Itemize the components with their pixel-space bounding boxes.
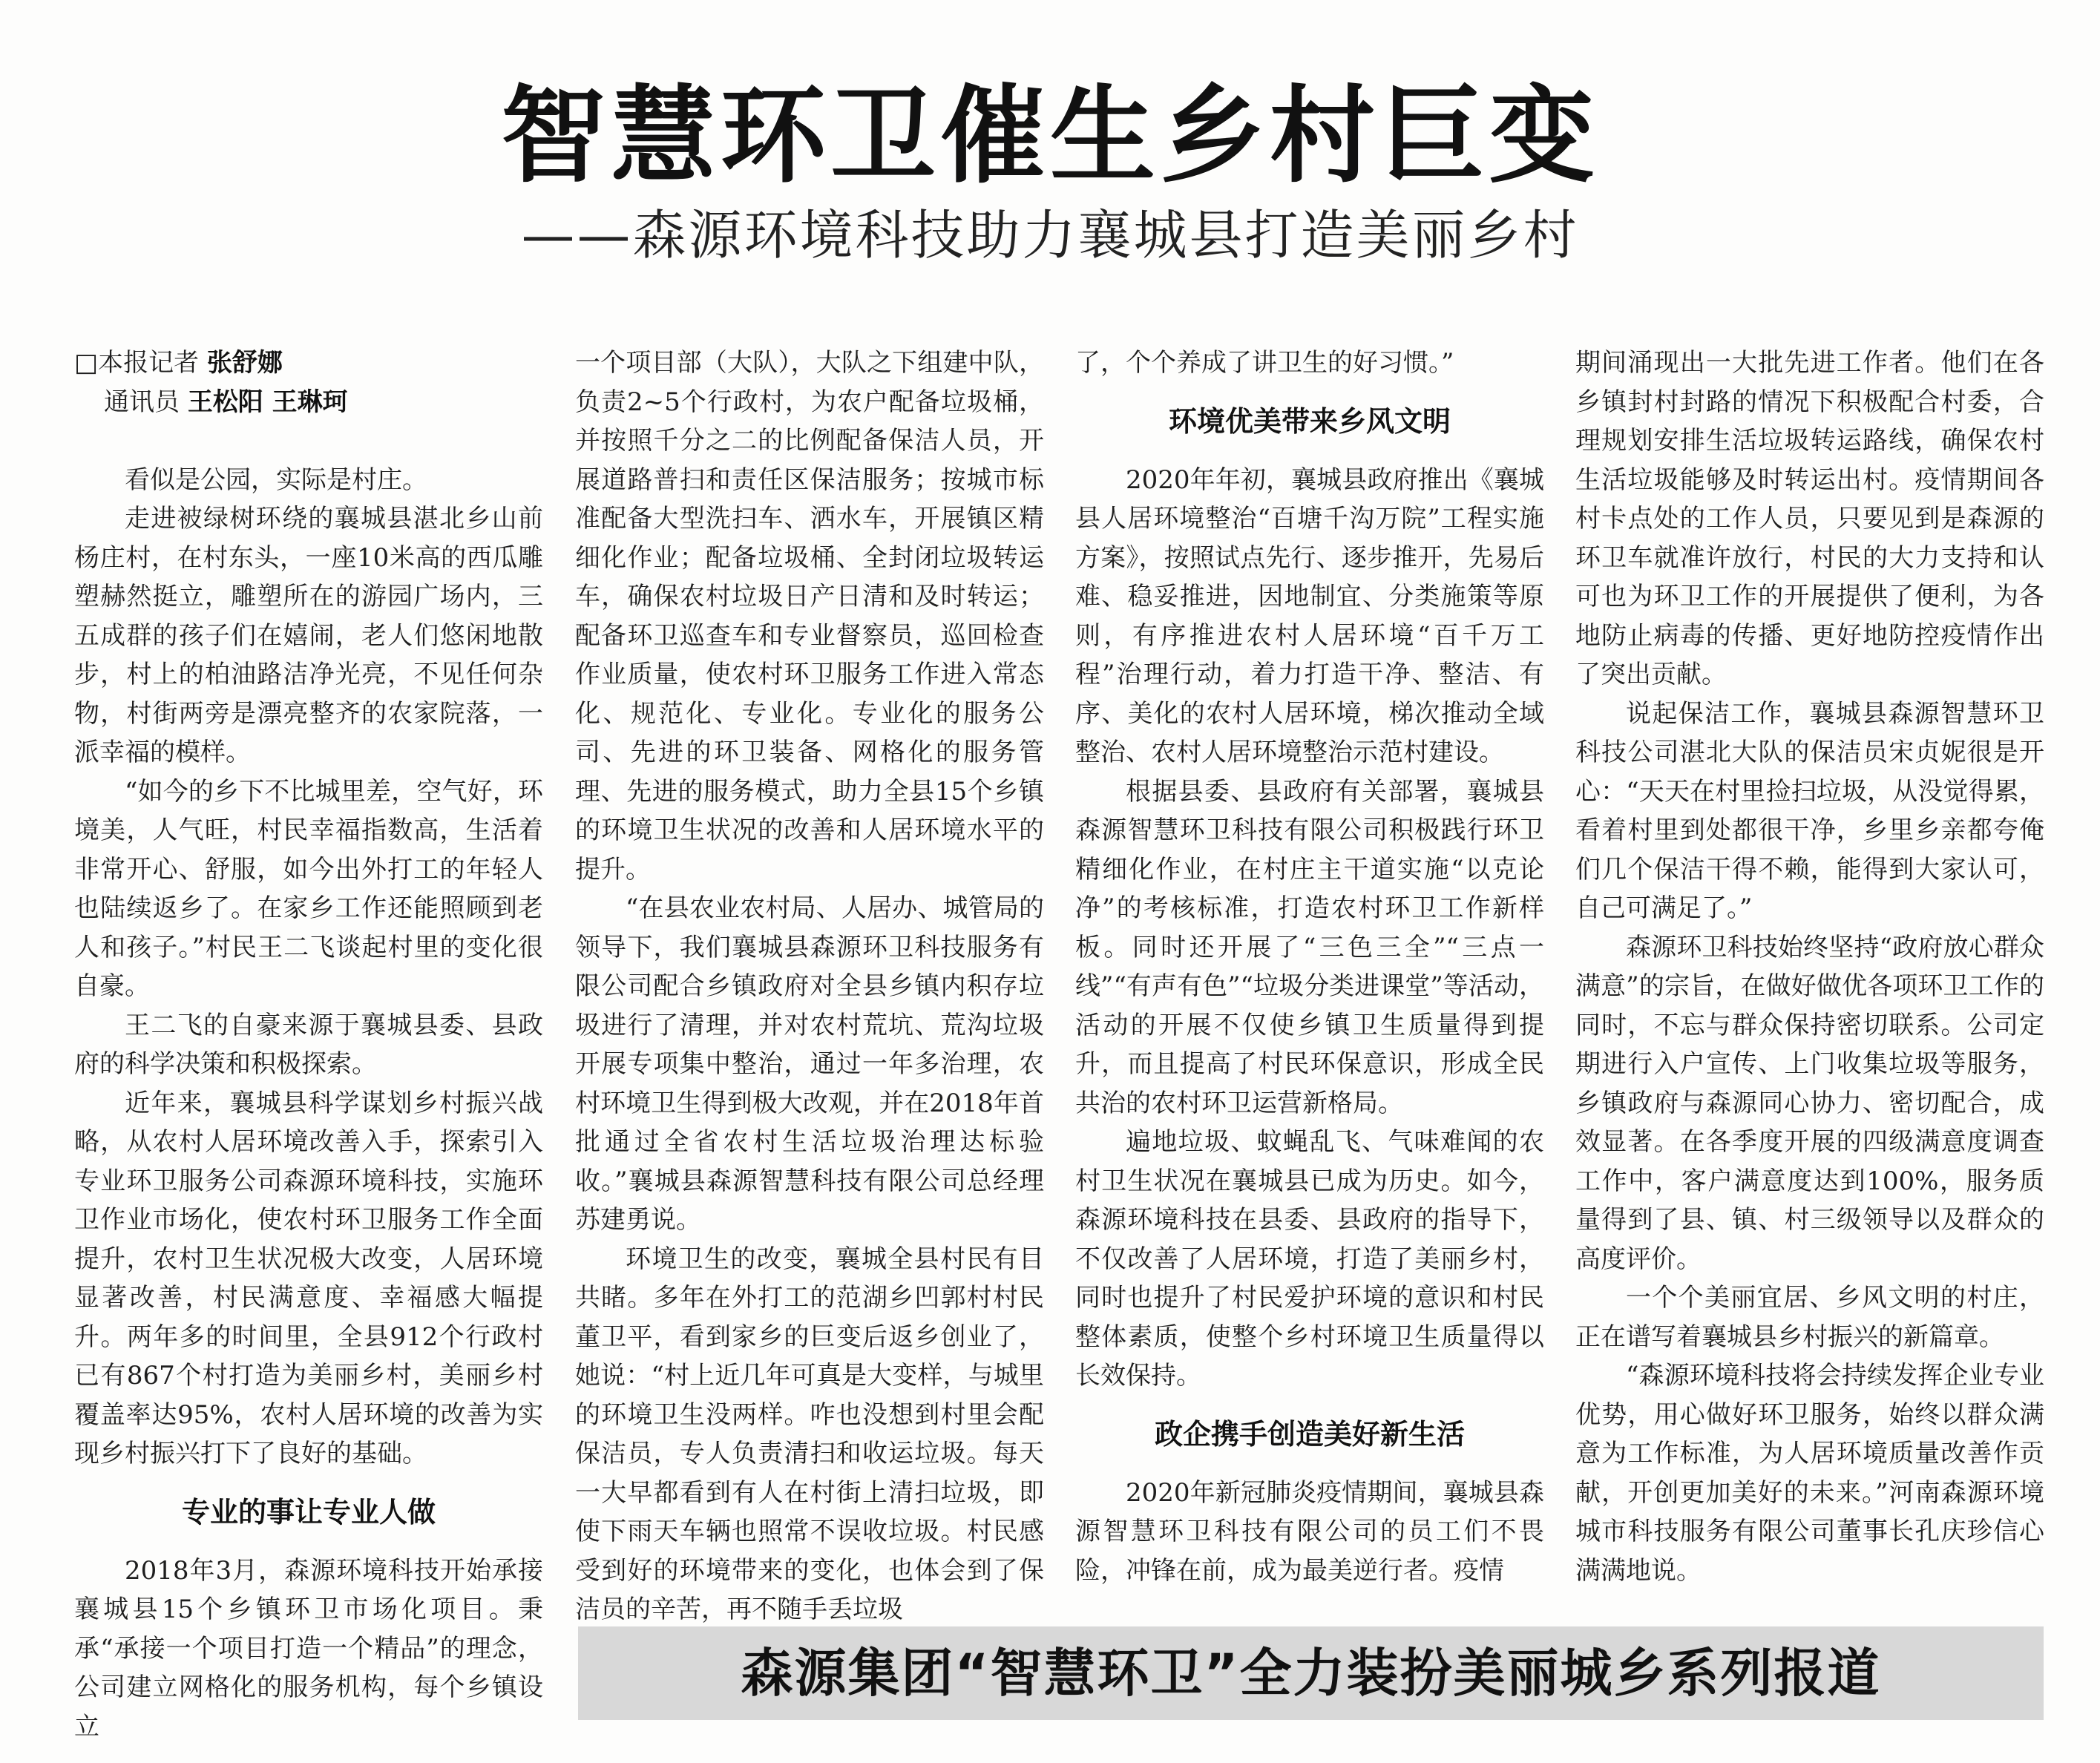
paragraph: 近年来，襄城县科学谋划乡村振兴战略，从农村人居环境改善入手，探索引入专业环卫服务公司森源环境科技，实施环卫作业市场化，使农村环卫服务工作全面提升，农村卫生状况极大改变，人居环境显著改善，村民满意度、幸福感大幅提升。两年多的时间里，全县912个行政村已有867个村打造为美丽乡村，美丽乡村覆盖率达95%，农村人居环境的改善为实现乡村振兴打下了良好的基础。	[74, 1088, 543, 1468]
paragraph: “森源环境科技将会持续发挥企业专业优势，用心做好环卫服务，始终以群众满意为工作标准，为人居环境质量改善作贡献，开创更加美好的未来。”河南森源环境城市科技服务有限公司董事长孔庆珍信心满满地说。	[1575, 1361, 2044, 1586]
series-banner-text: 森源集团“智慧环卫”全力装扮美丽城乡系列报道	[741, 1643, 1881, 1704]
correspondent-names: 王松阳 王琳珂	[187, 387, 348, 417]
reporter-line	[74, 344, 543, 383]
article-column-4	[1575, 344, 2044, 1590]
paragraph: 王二飞的自豪来源于襄城县委、县政府的科学决策和积极探索。	[74, 1010, 543, 1079]
paragraph-continued: 了，个个养成了讲卫生的好习惯。”	[1075, 348, 1454, 378]
paragraph-continued: 一个项目部（大队），大队之下组建中队，负责2~5个行政村，为农户配备垃圾桶，并按照千分之二的比例配备保洁人员，开展道路普扫和责任区保洁服务；按城市标准配备大型洗扫车、洒水车，开展镇区精细化作业；配备垃圾桶、全封闭垃圾转运车，确保农村垃圾日产日清和及时转运；配备环卫巡查车和专业督察员，巡回检查作业质量，使农村环卫服务工作进入常态化、规范化、专业化。专业化的服务公司、先进的环卫装备、网格化的服务管理、先进的服务模式，助力全县15个乡镇的环境卫生状况的改善和人居环境水平的提升。	[575, 348, 1044, 884]
article-column-2	[575, 344, 1044, 1629]
article-column-3	[1075, 344, 1544, 1590]
paragraph-continued: 期间涌现出一大批先进工作者。他们在各乡镇封村封路的情况下积极配合村委，合理规划安排生活垃圾转运路线，确保农村生活垃圾能够及时转运出村。疫情期间各村卡点处的工作人员，只要见到是森源的环卫车就准许放行，村民的大力支持和认可也为环卫工作的开展提供了便利，为各地防止病毒的传播、更好地防控疫情作出了突出贡献。	[1575, 348, 2044, 689]
paragraph: 森源环卫科技始终坚持“政府放心群众满意”的宗旨，在做好做优各项环卫工作的同时，不忘与群众保持密切联系。公司定期进行入户宣传、上门收集垃圾等服务，乡镇政府与森源同心协力、密切配合，成效显著。在各季度开展的四级满意度调查工作中，客户满意度达到100%，服务质量得到了县、镇、村三级领导以及群众的高度评价。	[1575, 932, 2044, 1274]
paragraph: 说起保洁工作，襄城县森源智慧环卫科技公司湛北大队的保洁员宋贞妮很是开心：“天天在村里捡扫垃圾，从没觉得累，看着村里到处都很干净，乡里乡亲都夸俺们几个保洁干得不赖，能得到大家认可，自己可满足了。”	[1575, 698, 2044, 923]
correspondent-label: 通讯员	[104, 387, 180, 417]
paragraph: 2020年新冠肺炎疫情期间，襄城县森源智慧环卫科技有限公司的员工们不畏险，冲锋在前，成为最美逆行者。疫情	[1075, 1477, 1544, 1586]
paragraph: “在县农业农村局、人居办、城管局的领导下，我们襄城县森源环卫科技服务有限公司配合乡镇政府对全县乡镇内积存垃圾进行了清理，并对农村荒坑、荒沟垃圾开展专项集中整治，通过一年多治理，农村环境卫生得到极大改观，并在2018年首批通过全省农村生活垃圾治理达标验收。”襄城县森源智慧科技有限公司总经理苏建勇说。	[575, 893, 1044, 1235]
paragraph: 看似是公园，实际是村庄。	[125, 464, 427, 495]
correspondent-line	[74, 383, 543, 422]
reporter-label: □本报记者	[74, 348, 200, 378]
article-column-1	[74, 344, 543, 1746]
paragraph: 环境卫生的改变，襄城全县村民有目共睹。多年在外打工的范湖乡凹郭村村民董卫平，看到家乡的巨变后返乡创业了，她说：“村上近几年可真是大变样，与城里的环境卫生没两样。咋也没想到村里会配保洁员，专人负责清扫和收运垃圾。每天一大早都看到有人在村街上清扫垃圾，即使下雨天车辆也照常不误收垃圾。村民感受到好的环境带来的变化，也体会到了保洁员的辛苦，再不随手丢垃圾	[575, 1244, 1044, 1624]
paragraph: “如今的乡下不比城里差，空气好，环境美，人气旺，村民幸福指数高，生活着非常开心、舒服，如今出外打工的年轻人也陆续返乡了。在家乡工作还能照顾到老人和孩子。”村民王二飞谈起村里的变化很自豪。	[74, 776, 543, 1001]
paragraph: 一个个美丽宜居、乡风文明的村庄，正在谱写着襄城县乡村振兴的新篇章。	[1575, 1283, 2044, 1352]
reporter-name: 张舒娜	[206, 348, 283, 378]
section-heading: 政企携手创造美好新生活	[1154, 1417, 1465, 1451]
series-banner	[578, 1626, 2044, 1720]
byline	[74, 344, 543, 461]
section-heading: 环境优美带来乡风文明	[1168, 404, 1451, 438]
paragraph: 2020年年初，襄城县政府推出《襄城县人居环境整治“百塘千沟万院”工程实施方案》，按照试点先行、逐步推开，先易后难、稳妥推进，因地制宜、分类施策等原则，有序推进农村人居环境“百千万工程”治理行动，着力打造干净、整洁、有序、美化的农村人居环境，梯次推动全域整治、农村人居环境整治示范村建设。	[1075, 464, 1544, 767]
paragraph: 根据县委、县政府有关部署，襄城县森源智慧环卫科技有限公司积极践行环卫精细化作业，在村庄主干道实施“以克论净”的考核标准，打造农村环卫工作新样板。同时还开展了“三色三全”“三点一线”“有声有色”“垃圾分类进课堂”等活动，活动的开展不仅使乡镇卫生质量得到提升，而且提高了村民环保意识，形成全民共治的农村环卫运营新格局。	[1075, 776, 1544, 1118]
paragraph: 2018年3月，森源环境科技开始承接襄城县15个乡镇环卫市场化项目。秉承“承接一个项目打造一个精品”的理念，公司建立网格化的服务机构，每个乡镇设立	[74, 1555, 543, 1741]
headline-title: 智慧环卫催生乡村巨变	[501, 75, 1599, 197]
section-heading: 专业的事让专业人做	[181, 1495, 436, 1529]
headline-subtitle: ——森源环境科技助力襄城县打造美丽乡村	[521, 204, 1579, 266]
paragraph: 走进被绿树环绕的襄城县湛北乡山前杨庄村，在村东头，一座10米高的西瓜雕塑赫然挺立，雕塑所在的游园广场内，三五成群的孩子们在嬉闹，老人们悠闲地散步，村上的柏油路洁净光亮，不见任何杂物，村街两旁是漂亮整齐的农家院落，一派幸福的模样。	[74, 504, 543, 767]
paragraph: 遍地垃圾、蚊蝇乱飞、气味难闻的农村卫生状况在襄城县已成为历史。如今，森源环境科技在县委、县政府的指导下，不仅改善了人居环境，打造了美丽乡村，同时也提升了村民爱护环境的意识和村民整体素质，使整个乡村环境卫生质量得以长效保持。	[1075, 1127, 1544, 1391]
